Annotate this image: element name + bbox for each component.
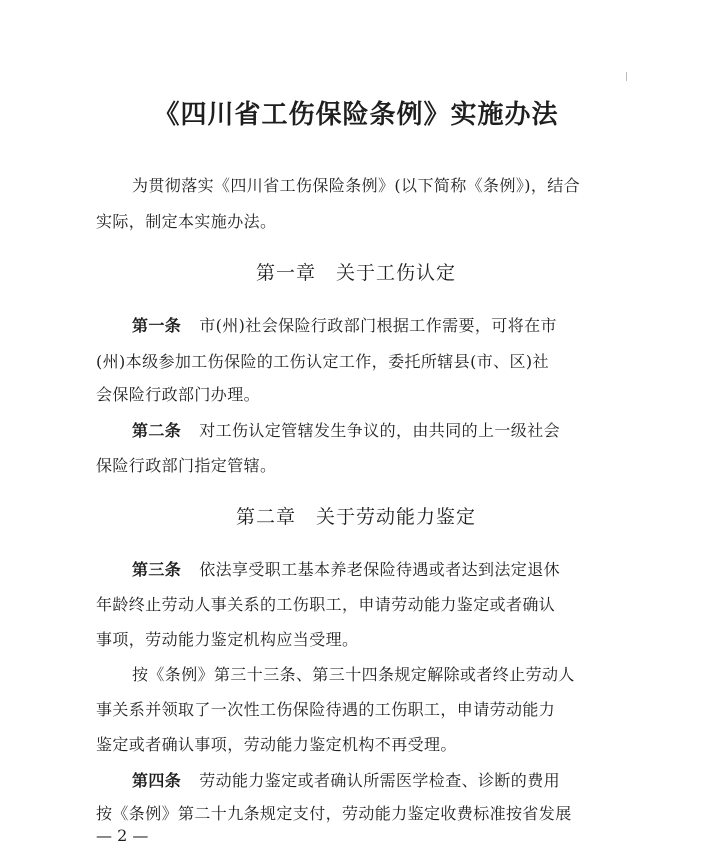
- scan-edge-mark: [626, 72, 627, 81]
- article-3-para2-line-2: 事关系并领取了一次性工伤保险待遇的工伤职工，申请劳动能力: [96, 700, 556, 719]
- article-3-line-1: [132, 557, 560, 580]
- article-2-text-1: 对工伤认定管辖发生争议的，由共同的上一级社会: [199, 421, 561, 440]
- article-1-text-1: 市(州)社会保险行政部门根据工作需要，可将在市: [199, 316, 557, 335]
- article-1-line-3: 会保险行政部门办理。: [96, 385, 261, 404]
- page-number: — 2 —: [96, 826, 149, 845]
- article-2-line-1: [132, 418, 560, 441]
- chapter-2-heading: 第二章 关于劳动能力鉴定: [235, 506, 476, 528]
- article-3-line-3: 事项，劳动能力鉴定机构应当受理。: [96, 630, 359, 649]
- article-3-para2-line-3: 鉴定或者确认事项，劳动能力鉴定机构不再受理。: [96, 735, 457, 754]
- article-3-label: 第三条: [132, 560, 182, 579]
- article-3-para2-line-1: 按《条例》第三十三条、第三十四条规定解除或者终止劳动人: [132, 665, 575, 684]
- article-3-line-2: 年龄终止劳动人事关系的工伤职工，申请劳动能力鉴定或者确认: [96, 595, 556, 614]
- article-4-label: 第四条: [132, 771, 182, 790]
- article-1-label: 第一条: [132, 316, 182, 335]
- article-3-text-1: 依法享受职工基本养老保险待遇或者达到法定退休: [199, 560, 561, 579]
- article-2-label: 第二条: [132, 421, 182, 440]
- document-title: 《四川省工伤保险条例》实施办法: [153, 100, 559, 130]
- article-1-line-2: (州)本级参加工伤保险的工伤认定工作，委托所辖县(市、区)社: [96, 352, 549, 371]
- intro-line-2: 实际，制定本实施办法。: [96, 212, 277, 231]
- chapter-1-heading: 第一章 关于工伤认定: [255, 262, 456, 284]
- article-4-text-1: 劳动能力鉴定或者确认所需医学检查、诊断的费用: [199, 771, 561, 790]
- article-4-line-2: 按《条例》第二十九条规定支付，劳动能力鉴定收费标准按省发展: [96, 804, 572, 823]
- article-2-line-2: 保险行政部门指定管辖。: [96, 456, 277, 475]
- article-1-line-1: [132, 313, 557, 336]
- article-4-line-1: [132, 768, 560, 791]
- intro-line-1: 为贯彻落实《四川省工伤保险条例》(以下简称《条例》)，结合: [132, 176, 581, 195]
